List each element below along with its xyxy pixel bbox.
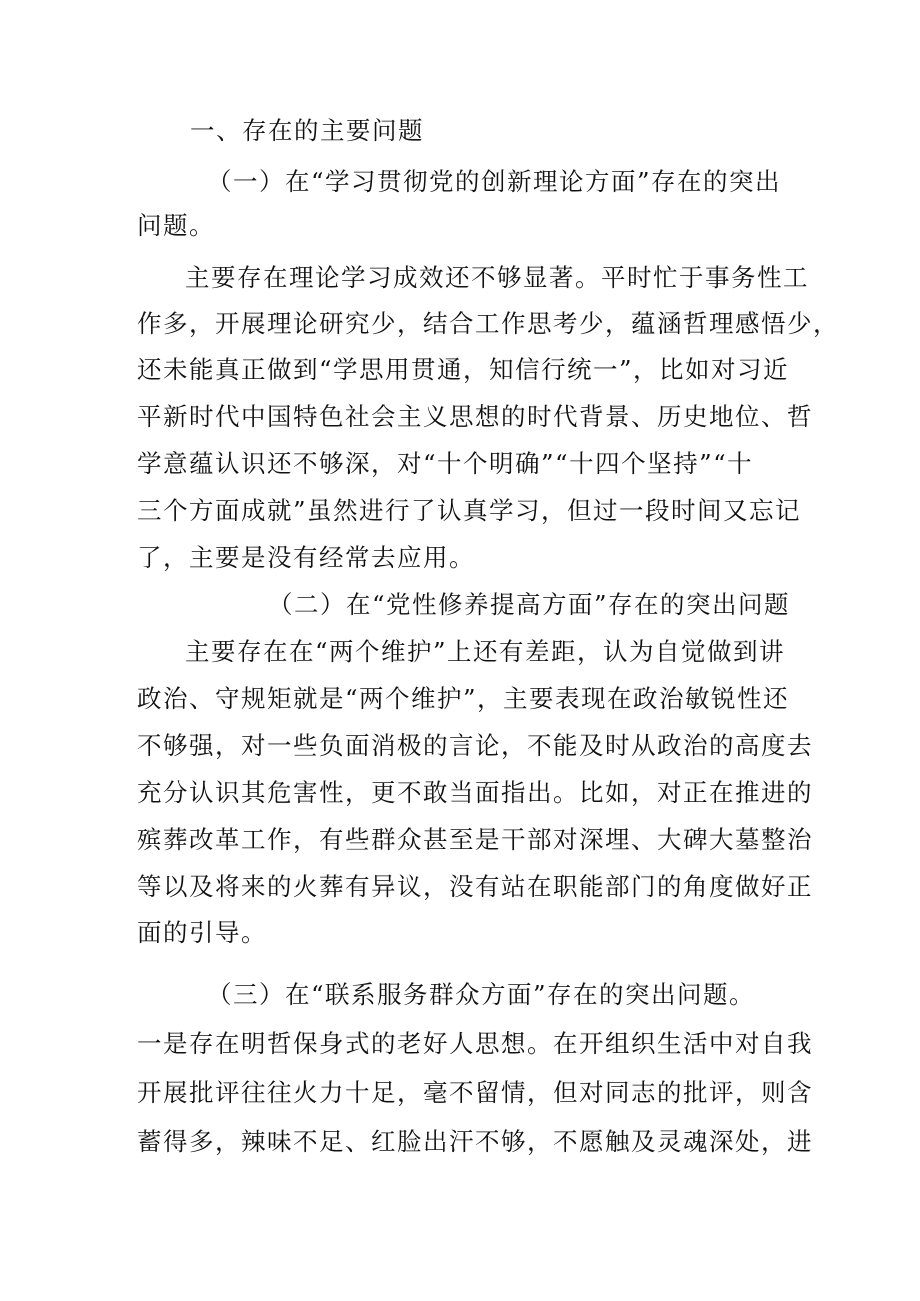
section3-title: （三）在“联系服务群众方面”存在的突出问题。 xyxy=(207,980,756,1009)
section2-body-line5: 殡葬改革工作，有些群众甚至是干部对深埋、大碑大墓整治 xyxy=(137,825,813,854)
section3-body-line3: 蓄得多，辣味不足、红脸出汗不够，不愿触及灵魂深处，进 xyxy=(137,1127,813,1156)
section2-title: （二）在“党性修养提高方面”存在的突出问题 xyxy=(268,590,791,619)
section1-body-line1: 主要存在理论学习成效还不够显著。平时忙于事务性工 xyxy=(185,263,809,292)
section1-body-line6: 三个方面成就”虽然进行了认真学习，但过一段时间又忘记 xyxy=(137,496,802,525)
section1-body-line2: 作多，开展理论研究少，结合工作思考少，蕴涵哲理感悟少， xyxy=(137,309,839,338)
section1-body-line7: 了，主要是没有经常去应用。 xyxy=(137,543,475,572)
section2-body-line7: 面的引导。 xyxy=(137,918,267,947)
section-heading: 一、存在的主要问题 xyxy=(190,116,424,145)
section2-body-line2: 政治、守规矩就是“两个维护”，主要表现在政治敏锐性还 xyxy=(137,684,790,713)
section1-body-line4: 平新时代中国特色社会主义思想的时代背景、历史地位、哲 xyxy=(137,402,813,431)
section2-body-line1: 主要存在在“两个维护”上还有差距，认为自觉做到讲 xyxy=(185,637,786,666)
section1-body-line3: 还未能真正做到“学思用贯通，知信行统一”，比如对习近 xyxy=(137,355,790,384)
section1-title-line1: （一）在“学习贯彻党的创新理论方面”存在的突出 xyxy=(207,167,782,196)
section2-body-line3: 不够强，对一些负面消极的言论，不能及时从政治的高度去 xyxy=(137,731,813,760)
section2-body-line4: 充分认识其危害性，更不敢当面指出。比如，对正在推进的 xyxy=(137,778,813,807)
section3-body-line1: 一是存在明哲保身式的老好人思想。在开组织生活中对自我 xyxy=(137,1029,813,1058)
section2-body-line6: 等以及将来的火葬有异议，没有站在职能部门的角度做好正 xyxy=(137,872,813,901)
section1-title-line2: 问题。 xyxy=(137,211,215,240)
section1-body-line5: 学意蕴认识还不够深，对“十个明确”“十四个坚持”“十 xyxy=(137,449,754,478)
section3-body-line2: 开展批评往往火力十足，毫不留情，但对同志的批评，则含 xyxy=(137,1078,813,1107)
